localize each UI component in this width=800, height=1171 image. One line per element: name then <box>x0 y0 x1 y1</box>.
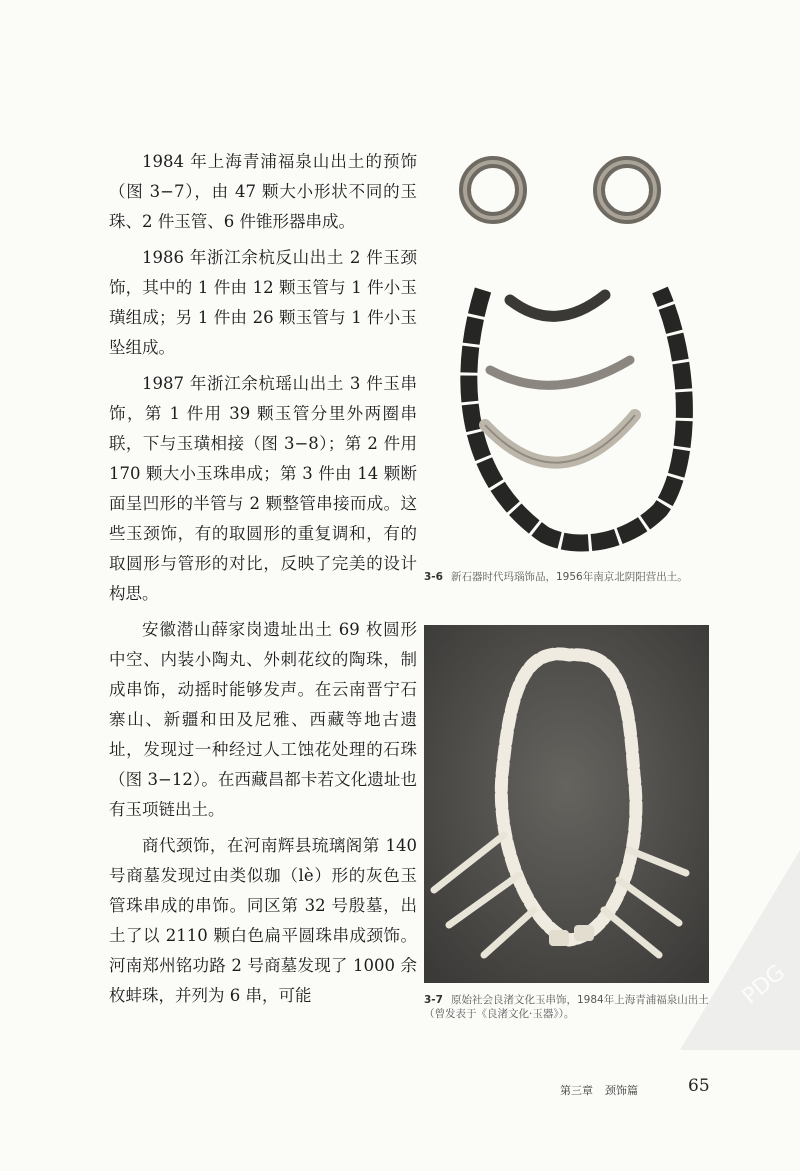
paragraph: 1984 年上海青浦福泉山出土的预饰（图 3−7），由 47 颗大小形状不同的玉珠、2 件玉管、6 件锥形器串成。 <box>109 152 417 231</box>
watermark-text: PDG <box>737 960 791 1010</box>
chapter-label: 第三章 <box>560 1084 593 1097</box>
agate-ring-right <box>599 162 655 218</box>
running-footer <box>560 1082 650 1098</box>
figure-caption-text: 新石器时代玛瑙饰品，1956年南京北阴阳营出土。 <box>450 571 688 583</box>
paragraph: 安徽潜山薛家岗遗址出土 69 枚圆形中空、内装小陶丸、外刺花纹的陶珠，制成串饰，动摇时能够发声。在云南晋宁石寨山、新疆和田及尼雅、西藏等地古遗址，发现过一种经过人工蚀花处理的石珠（图 3−12）。在西藏昌都卡若文化遗址也有玉项链出土。 <box>109 620 417 819</box>
body-text <box>109 147 417 1017</box>
figure-number: 3-7 <box>424 994 443 1006</box>
paragraph: 1987 年浙江余杭瑶山出土 3 件玉串饰，第 1 件用 39 颗玉管分里外两圈串联，下与玉璜相接（图 3−8）；第 2 件用 170 颗大小玉珠串成；第 3 件由 14 颗断面呈凹形的半管与 2 颗整管串接而成。这些玉颈饰，有的取圆形的重复调和，有的取圆形与管形的对比，反映了完美的设计构思。 <box>109 374 417 603</box>
figure-agate-ornaments <box>455 150 700 560</box>
section-label: 颈饰篇 <box>605 1084 638 1097</box>
paragraph: 商代颈饰，在河南辉县琉璃阁第 140 号商墓发现过由类似珈（lè）形的灰色玉管珠串成的串饰。同区第 32 号殷墓，出土了以 2110 颗白色扁平圆珠串成颈饰。河南郑州铭功路 2 号商墓发现了 1000 余枚蚌珠，并列为 6 串，可能 <box>109 836 417 1005</box>
arc-huang-1 <box>510 295 605 316</box>
page-number: 65 <box>688 1076 710 1096</box>
watermark-logo <box>680 850 800 1050</box>
paragraph: 1986 年浙江余杭反山出土 2 件玉颈饰，其中的 1 件由 12 颗玉管与 1 件小玉璜组成；另 1 件由 26 颗玉管与 1 件小玉坠组成。 <box>109 248 417 357</box>
figure-jade-necklace-photo <box>424 625 709 983</box>
agate-ornaments-illustration <box>455 150 700 560</box>
figure-number: 3-6 <box>424 571 443 583</box>
figure-caption <box>424 993 709 1021</box>
tube-necklace <box>469 290 685 543</box>
agate-ring-left <box>465 162 521 218</box>
arc-huang-2 <box>490 360 630 385</box>
figure-caption <box>424 570 709 584</box>
figure-caption-text: 原始社会良渚文化玉串饰，1984年上海青浦福泉山出土（曾发表于《良渚文化·玉器》）。 <box>424 994 709 1020</box>
jade-necklace-illustration <box>424 625 709 983</box>
